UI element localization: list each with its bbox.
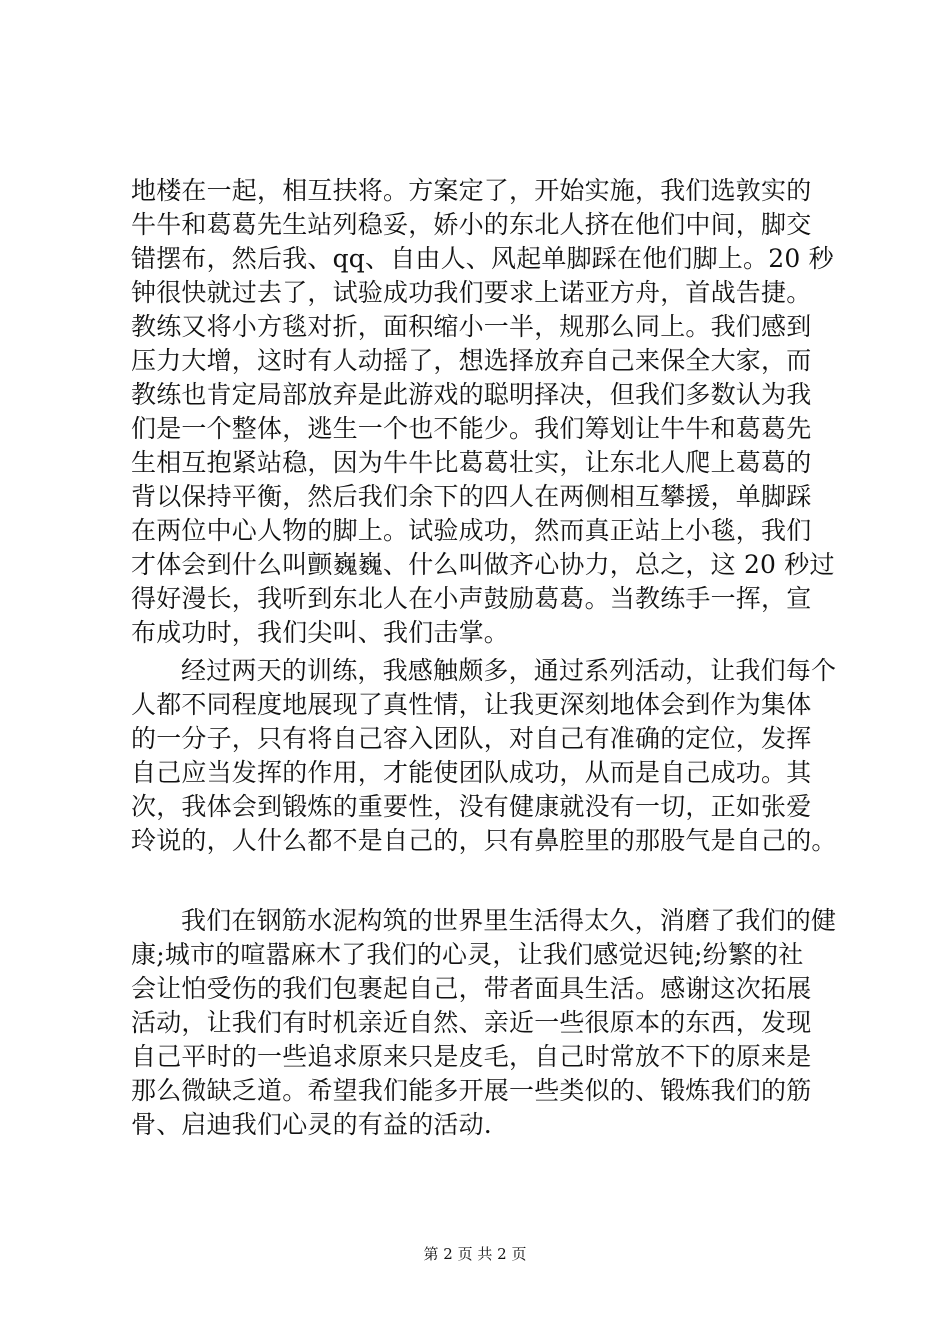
text-line: 错摆布，然后我、qq、自由人、风起单脚踩在他们脚上。20 秒 (131, 244, 834, 273)
text-line: 那么微缺乏道。希望我们能多开展一些类似的、锻炼我们的筋 (131, 1076, 812, 1105)
text-line: 钟很快就过去了，试验成功我们要求上诺亚方舟，首战告捷。 (131, 278, 812, 307)
text-line: 们是一个整体，逃生一个也不能少。我们筹划让牛牛和葛葛先 (131, 414, 812, 443)
text-line: 地楼在一起，相互扶将。方案定了，开始实施，我们选敦实的 (131, 176, 812, 205)
text-line: 才体会到什么叫颤巍巍、什么叫做齐心协力，总之，这 20 秒过 (131, 550, 835, 579)
text-line: 在两位中心人物的脚上。试验成功，然而真正站上小毯，我们 (131, 516, 812, 545)
text-line: 得好漫长，我听到东北人在小声鼓励葛葛。当教练手一挥，宣 (131, 584, 812, 613)
text-line: 布成功时，我们尖叫、我们击掌。 (131, 618, 510, 647)
text-line: 人都不同程度地展现了真性情，让我更深刻地体会到作为集体 (131, 690, 812, 719)
text-line: 次，我体会到锻炼的重要性，没有健康就没有一切，正如张爱 (131, 792, 812, 821)
text-line: 自己平时的一些追求原来只是皮毛，自己时常放不下的原来是 (131, 1042, 812, 1071)
text-line: 生相互抱紧站稳，因为牛牛比葛葛壮实，让东北人爬上葛葛的 (131, 448, 812, 477)
text-line: 骨、启迪我们心灵的有益的活动. (131, 1110, 492, 1139)
page-number-footer: 第 2 页 共 2 页 (423, 1245, 527, 1263)
text-line: 教练也肯定局部放弃是此游戏的聪明择决，但我们多数认为我 (131, 380, 812, 409)
text-line: 我们在钢筋水泥构筑的世界里生活得太久，消磨了我们的健 (181, 906, 837, 935)
text-line: 牛牛和葛葛先生站列稳妥，娇小的东北人挤在他们中间，脚交 (131, 210, 812, 239)
text-line: 自己应当发挥的作用，才能使团队成功，从而是自己成功。其 (131, 758, 812, 787)
text-line: 康;城市的喧嚣麻木了我们的心灵，让我们感觉迟钝;纷繁的社 (131, 940, 804, 969)
text-line: 会让怕受伤的我们包裹起自己，带者面具生活。感谢这次拓展 (131, 974, 812, 1003)
text-line: 的一分子，只有将自己容入团队，对自己有准确的定位，发挥 (131, 724, 812, 753)
text-line: 经过两天的训练，我感触颇多，通过系列活动，让我们每个 (181, 656, 837, 685)
text-line: 压力大增，这时有人动摇了，想选择放弃自己来保全大家，而 (131, 346, 812, 375)
text-line: 玲说的，人什么都不是自己的，只有鼻腔里的那股气是自己的。 (131, 826, 837, 855)
text-line: 背以保持平衡，然后我们余下的四人在两侧相互攀援，单脚踩 (131, 482, 812, 511)
text-line: 活动，让我们有时机亲近自然、亲近一些很原本的东西，发现 (131, 1008, 812, 1037)
text-line: 教练又将小方毯对折，面积缩小一半，规那么同上。我们感到 (131, 312, 812, 341)
